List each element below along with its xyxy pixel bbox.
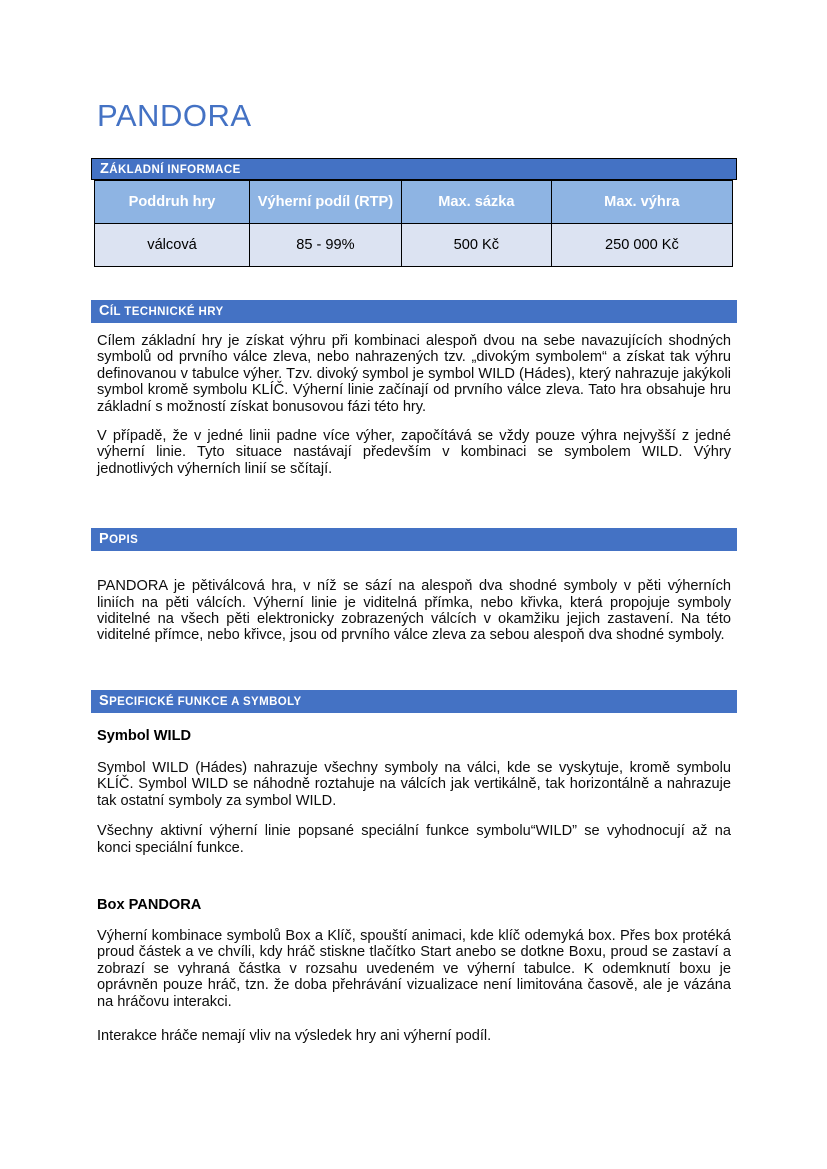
section-header-basic-info: ZÁKLADNÍ INFORMACE <box>91 158 737 180</box>
section-header-description: POPIS <box>91 528 737 551</box>
section-basic-info <box>97 158 731 267</box>
column-header-subtype: Poddruh hry <box>95 181 250 224</box>
description-paragraph-1: PANDORA je pětiválcová hra, v níž se sází na alespoň dva shodné symboly v pěti výherních liniích na pěti válcích. Výherní linie je viditelná přímka, nebo křivka, která propojuje symboly viditelné na všech pěti elektronicky zobrazených válcích v okamžiku jejich zastavení. Na této viditelné přímce, nebo křivce, jsou od prvního válce zleva za sebou alespoň dva shodné symboly. <box>97 578 731 644</box>
table-header-row <box>95 181 733 224</box>
page-title: PANDORA <box>97 98 252 133</box>
section-features <box>97 690 731 1044</box>
cell-max-win: 250 000 Kč <box>551 224 732 267</box>
table-row <box>95 224 733 267</box>
goal-paragraph-1: Cílem základní hry je získat výhru při kombinaci alespoň dvou na sebe navazujících shodných symbolů od prvního válce zleva, nebo nahrazených tzv. „divokým symbolem“ a získat tak výhru definovanou v tabulce výher. Tzv. divoký symbol je symbol WILD (Hádes), který nahrazuje jakýkoli symbol kromě symbolu KLÍČ. Výherní linie začínají od prvního válce zleva. Tato hra obsahuje hru základní s možností získat bonusovou fázi této hry. <box>97 333 731 415</box>
wild-paragraph-2: Všechny aktivní výherní linie popsané speciální funkce symbolu“WILD” se vyhodnocují až na konci speciální funkce. <box>97 823 731 856</box>
column-header-max-bet: Max. sázka <box>401 181 551 224</box>
subheading-symbol-wild: Symbol WILD <box>97 727 192 744</box>
box-paragraph-1: Výherní kombinace symbolů Box a Klíč, spouští animaci, kde klíč odemyká box. Přes box protéká proud částek a ve chvíli, kdy hráč stiskne tlačítko Start anebo se dotkne Boxu, proud se zastaví a zobrazí se vyhraná částka v rozsahu uvedeném ve výherní tabulce. K odemknutí boxu je oprávněn pouze hráč, tzn. že doba přehrávání vizualizace není limitována časově, ale je vázána na hráčovu interakci. <box>97 927 731 1010</box>
cell-subtype: válcová <box>95 224 250 267</box>
section-header-features: SPECIFICKÉ FUNKCE A SYMBOLY <box>91 690 737 713</box>
cell-rtp: 85 - 99% <box>250 224 402 267</box>
subheading-box-pandora: Box PANDORA <box>97 896 202 913</box>
section-goal <box>97 300 731 477</box>
section-description <box>97 528 731 644</box>
section-header-goal: CÍL TECHNICKÉ HRY <box>91 300 737 323</box>
goal-paragraph-2: V případě, že v jedné linii padne více výher, započítává se vždy pouze výhra nejvyšší z jedné výherní linie. Tyto situace nastávají především v kombinaci se symbolem WILD. Výhry jednotlivých výherních linií se sčítají. <box>97 428 731 477</box>
wild-paragraph-1: Symbol WILD (Hádes) nahrazuje všechny symboly na válci, kde se vyskytuje, kromě symbolu KLÍČ. Symbol WILD se náhodně roztahuje na válcích jak vertikálně, tak horizontálně a nahrazuje tak ostatní symboly za symbol WILD. <box>97 759 731 809</box>
box-paragraph-2: Interakce hráče nemají vliv na výsledek hry ani výherní podíl. <box>97 1027 492 1044</box>
basic-info-table <box>94 180 733 267</box>
column-header-rtp: Výherní podíl (RTP) <box>250 181 402 224</box>
column-header-max-win: Max. výhra <box>551 181 732 224</box>
cell-max-bet: 500 Kč <box>401 224 551 267</box>
